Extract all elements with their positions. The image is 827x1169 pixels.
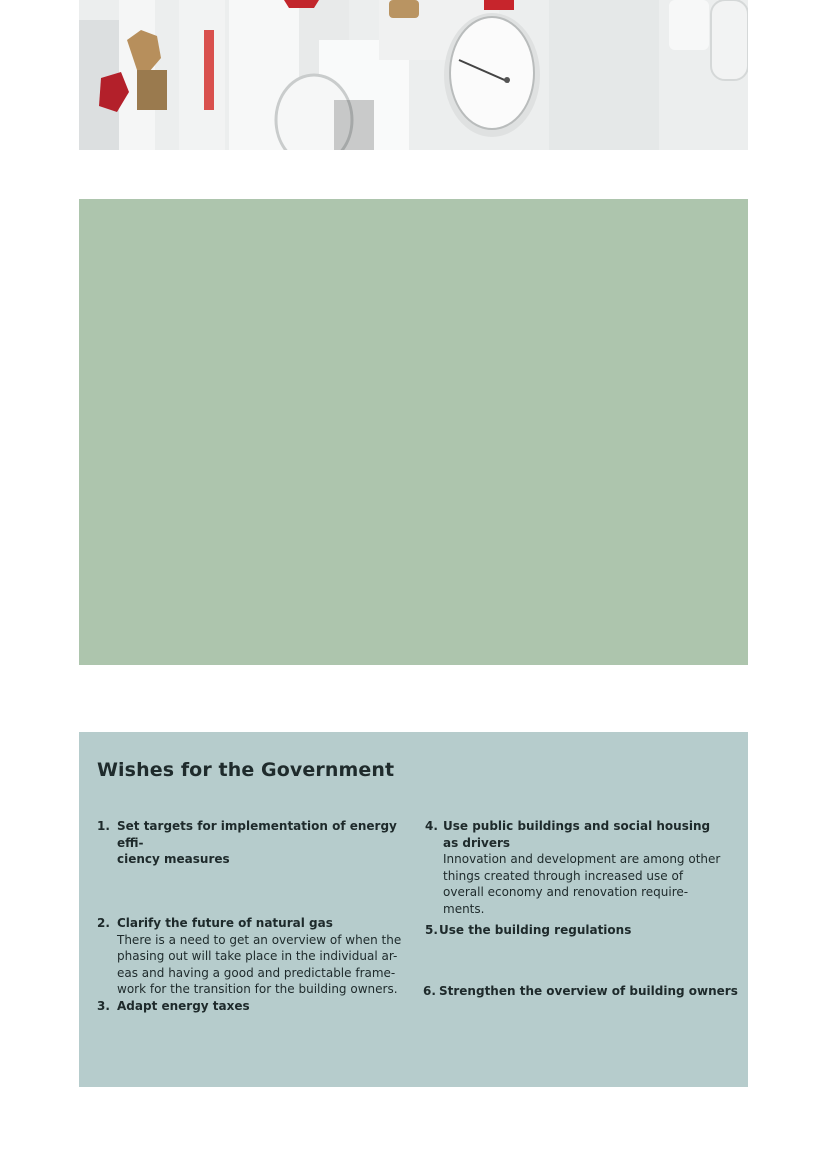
header-photo — [79, 0, 748, 150]
wish-number: 4. — [425, 819, 438, 833]
wish-heading: Use the building regulations — [439, 923, 632, 937]
wish-item-6 — [423, 983, 739, 1000]
wish-number: 5. — [425, 923, 438, 937]
wish-number: 1. — [97, 819, 110, 833]
wish-heading: Clarify the future of natural gas — [117, 916, 333, 930]
wishes-title: Wishes for the Government — [97, 759, 395, 781]
wish-item-1 — [97, 818, 407, 868]
heating-pipes-thermometer-icon — [79, 0, 748, 150]
wish-description: There is a need to get an overview of when the phasing out will take place in the individual ar- eas and having a good and predictable frame- work for the transition for the building owners. — [117, 932, 402, 996]
green-panel — [79, 199, 748, 665]
wish-number: 6. — [423, 984, 436, 998]
wish-number: 2. — [97, 916, 110, 930]
wish-heading: Strengthen the overview of building owners — [439, 984, 738, 998]
wish-item-5 — [425, 922, 719, 939]
wish-number: 3. — [97, 999, 110, 1013]
wish-heading: Set targets for implementation of energy effi- ciency measures — [117, 819, 397, 866]
wish-item-3 — [97, 998, 407, 1015]
wish-item-2 — [97, 915, 407, 998]
wish-item-4 — [425, 818, 723, 917]
wishes-panel — [79, 732, 748, 1087]
wish-heading: Adapt energy taxes — [117, 999, 250, 1013]
wish-heading: Use public buildings and social housing as drivers — [443, 819, 711, 850]
wish-description: Innovation and development are among other things created through increased use of overall economy and renovation require- ments. — [443, 852, 721, 916]
